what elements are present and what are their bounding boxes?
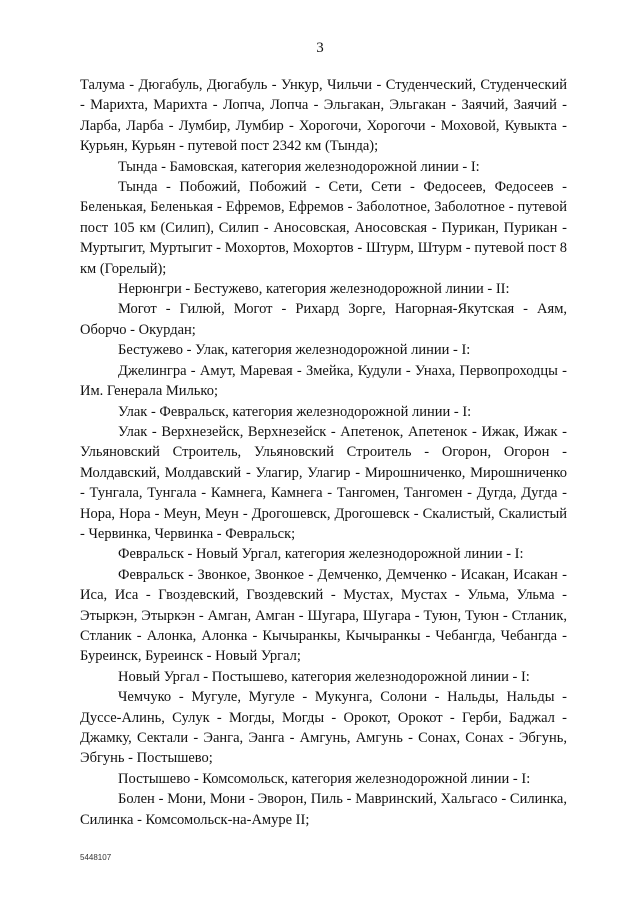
paragraph: Чемчуко - Мугуле, Мугуле - Мукунга, Солони - Нальды, Нальды - Дуссе-Алинь, Сулук - Могды, Могды - Орокот, Орокот - Герби, Баджал - Джамку, Сектали - Эанга, Эанга - Амгунь, Амгунь - Сонах, Сонах - Эбгунь, Эбгунь - Постышево; — [80, 689, 567, 767]
paragraph: Могот - Гилюй, Могот - Рихард Зорге, Нагорная-Якутская - Аям, Оборчо - Окурдан; — [80, 301, 567, 338]
section-heading: Тында - Бамовская, категория железнодорожной линии - I: — [118, 158, 480, 175]
document-body — [80, 75, 567, 830]
paragraph: Болен - Мони, Мони - Эворон, Пиль - Мавринский, Хальгасо - Силинка, Силинка - Комсомольск-на-Амуре II; — [80, 791, 567, 828]
section-heading: Постышево - Комсомольск, категория железнодорожной линии - I: — [118, 770, 531, 787]
section-heading: Февральск - Новый Ургал, категория железнодорожной линии - I: — [118, 546, 524, 563]
section-heading: Улак - Февральск, категория железнодорожной линии - I: — [118, 403, 472, 420]
page-number: 3 — [316, 40, 324, 56]
paragraph: Февральск - Звонкое, Звонкое - Демченко, Демченко - Исакан, Исакан - Иса, Иса - Гвоздевский, Гвоздевский - Мустах, Мустах - Ульма, Ульма - Этыркэн, Этыркэн - Амган, Амган - Шугара, Шугара - Туюн, Туюн - Стланик, Стланик - Алонка, Алонка - Кычыранкы, Кычыранкы - Чебангда, Чебангда - Буреинск, Буреинск - Новый Ургал; — [80, 566, 567, 665]
document-code: 5448107 — [80, 853, 112, 862]
section-heading: Бестужево - Улак, категория железнодорожной линии - I: — [118, 342, 471, 359]
section-heading: Нерюнгри - Бестужево, категория железнодорожной линии - II: — [118, 281, 510, 298]
paragraph: Джелингра - Амут, Маревая - Змейка, Кудули - Унаха, Первопроходцы - Им. Генерала Милько; — [80, 362, 567, 400]
paragraph: Талума - Дюгабуль, Дюгабуль - Ункур, Чильчи - Студенческий, Студенческий - Марихта, Марихта - Лопча, Лопча - Эльгакан, Эльгакан - Заячий, Заячий - Ларба, Ларба - Лумбир, Лумбир - Хорогочи, Хорогочи - Моховой, Кувыкта - Курьян, Курьян - путевой пост 2342 км (Тында); — [80, 77, 567, 155]
paragraph: Улак - Верхнезейск, Верхнезейск - Апетенок, Апетенок - Ижак, Ижак - Ульяновский Строитель, Ульяновский Строитель - Огорон, Огорон - Молдавский, Молдавский - Улагир, Улагир - Мирошниченко, Мирошниченко - Тунгала, Тунгала - Камнега, Камнега - Тангомен, Тангомен - Дугда, Дугда - Нора, Нора - Меун, Меун - Дрогошевск, Дрогошевск - Скалистый, Скалистый - Червинка, Червинка - Февральск; — [80, 423, 567, 542]
section-heading: Новый Ургал - Постышево, категория железнодорожной линии - I: — [118, 668, 530, 685]
paragraph: Тында - Побожий, Побожий - Сети, Сети - Федосеев, Федосеев - Беленькая, Беленькая - Ефремов, Ефремов - Заболотное, Заболотное - путевой пост 105 км (Силип), Силип - Аносовская, Аносовская - Пурикан, Пурикан - Муртыгит, Муртыгит - Мохортов, Мохортов - Штурм, Штурм - путевой пост 8 км (Горелый); — [80, 179, 567, 277]
